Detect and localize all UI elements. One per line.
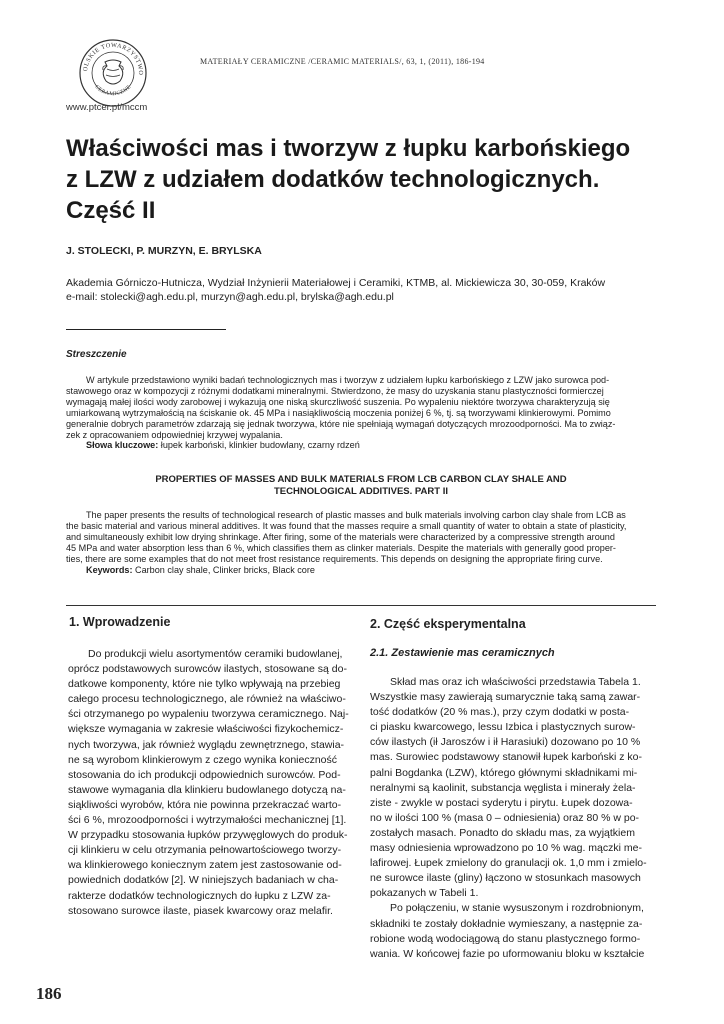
body-line: neralnymi są kaolinit, substancja węglista i minerały żela-	[370, 781, 636, 794]
body-line: siąkliwości wyrobów, która nie powinna przekraczać warto-	[68, 798, 342, 811]
body-line: całego procesu technologicznego, ale również na właściwo-	[68, 693, 346, 706]
body-line: wa klinkierowego koniecznym zatem jest zastosowanie od-	[68, 859, 342, 872]
abstract-line: ties, there are some examples that do not meet frost resistance requirements. This depends on designing the appropriate firing curve.	[66, 553, 603, 564]
body-line: ci piasku kwarcowego, lessu Izbica i plastycznych surow-	[370, 721, 636, 734]
body-line: cji klinkieru w celu otrzymania pełnowartościowego tworzy-	[68, 844, 342, 857]
authors: J. STOLECKI, P. MURZYN, E. BRYLSKA	[66, 245, 262, 257]
body-line: ne są wyrobom klinkierowym z czego wynika konieczność	[68, 753, 338, 766]
abstract-line: zek z opracowaniem odpowiedniej krzywej wypalania.	[66, 429, 283, 440]
english-title-line: TECHNOLOGICAL ADDITIVES. PART II	[274, 486, 448, 497]
body-line: ści 6 %, mrozoodporności i wytrzymałości mechanicznej [1].	[68, 814, 347, 827]
body-line: nych tworzywa, jak również wyglądu zewnętrznego, stawia-	[68, 738, 345, 751]
body-line: tość dodatków (20 % mas.), przy czym dodatki w posta-	[370, 706, 630, 719]
journal-url[interactable]: www.ptcer.pl/mccm	[66, 102, 148, 113]
experimental-body	[370, 675, 647, 962]
body-line: powiednich dodatków [2]. W niniejszych badaniach w cha-	[68, 874, 339, 887]
body-line: masy odniesienia wprowadzono po 10 % wag. mączki me-	[370, 842, 642, 855]
abstract-line: the basic material and various mineral additives. It was found that the masses require a small quantity of water to obtain a state of plasticity,	[66, 520, 627, 531]
affiliation	[66, 276, 666, 304]
body-line: Po połączeniu, w stanie wysuszonym i rozdrobnionym,	[390, 902, 644, 915]
body-line: ziste - zwykle w postaci syderytu i pirytu. Łupek dozowa-	[370, 796, 633, 809]
intro-body	[68, 647, 349, 919]
keywords-label: Keywords:	[86, 564, 133, 575]
keywords-label: Słowa kluczowe:	[86, 440, 159, 451]
divider	[66, 329, 226, 330]
body-line: stawowe wymagania dla klinkieru budowlanego dotyczą na-	[68, 783, 346, 796]
abstract-line: The paper presents the results of technological research of plastic masses and bulk materials involving carbon clay shale from LCB as	[86, 510, 626, 520]
body-line: Wszystkie masy zawierają sumarycznie taką samą zawar-	[370, 691, 641, 704]
body-line: datkowe komponenty, które nie tylko wpływają na przebieg	[68, 678, 341, 691]
body-line: ne surowce ilaste (gliny) łączono w stosunkach masowych	[370, 872, 641, 885]
abstract-line: generalnie dobrych parametrów zdarzają się jednak tworzywa, które nie spełniają wymagań dotyczących mrozoodporności. Ma to związ-	[66, 418, 616, 429]
body-line: pokazanych w Tabeli 1.	[370, 887, 479, 900]
body-line: stosowano surowce ilaste, piasek kwarcowy oraz melafir.	[68, 904, 333, 917]
abstract-pl	[66, 375, 656, 451]
body-line: no w ilości 100 % (masa 0 – odniesienia) oraz 80 % w po-	[370, 811, 640, 824]
abstract-en	[66, 510, 656, 575]
paper-title	[66, 133, 656, 226]
body-line: ców ilastych (ił Jaroszów i ił Harasiuki) dozowano po 10 %	[370, 736, 641, 749]
section-heading-intro: 1. Wprowadzenie	[69, 615, 171, 629]
title-line: Część II	[66, 197, 156, 224]
body-line: Skład mas oraz ich właściwości przedstawia Tabela 1.	[390, 676, 641, 688]
body-line: oprócz podstawowych surowców ilastych, stosowane są do-	[68, 663, 347, 676]
body-line: składniki te zostały dokładnie wymieszany, a następnie za-	[370, 917, 643, 930]
logo-text-top: OLSKIE TOWARZYSTWO	[81, 41, 145, 76]
body-line: ści otrzymanego po wypaleniu tworzywa ceramicznego. Naj-	[68, 708, 349, 721]
keywords-en	[66, 565, 656, 576]
body-line: lafirowej. Łupek zmielony do granulacji ok. 1,0 mm i zmielo-	[370, 857, 647, 870]
abstract-line: and simultaneously exhibit low drying shrinkage. After firing, some of the materials were characterized by a compressive strength around	[66, 531, 615, 542]
title-line: Właściwości mas i tworzyw z łupku karbońskiego	[66, 135, 631, 162]
subsection-heading: 2.1. Zestawienie mas ceramicznych	[370, 647, 555, 659]
abstract-line: W artykule przedstawiono wyniki badań technologicznych mas i tworzyw z udziałem łupku karbońskiego z LZW jako surowca pod-	[86, 375, 610, 385]
affiliation-line: Akademia Górniczo-Hutnicza, Wydział Inżynierii Materiałowej i Ceramiki, KTMB, al. Mickiewicza 30, 30-059, Kraków	[66, 277, 606, 289]
section-divider	[66, 605, 656, 606]
abstract-heading-pl: Streszczenie	[66, 349, 127, 360]
society-logo	[78, 38, 148, 108]
abstract-line: stawowego oraz w kompozycji z różnymi dodatkami mineralnymi. Stwierdzono, że masy do uzyskania stanu plastyczności formierczej	[66, 385, 604, 396]
abstract-line: wymagają małej ilości wody zarobowej i wykazują one niską skurczliwość suszenia. Po wypaleniu niektóre tworzywa charakteryzują się	[66, 396, 610, 407]
body-line: Do produkcji wielu asortymentów ceramiki budowlanej,	[88, 648, 343, 660]
abstract-line: umiarkowaną wytrzymałością na ściskanie ok. 45 MPa i nasiąkliwością moczenia poniżej 6 %, tj. są tworzywami klinkierowymi. Pomimo	[66, 407, 611, 418]
body-line: palni Bogdanka (LZW), którego głównymi składnikami mi-	[370, 766, 638, 779]
keywords-value: Carbon clay shale, Clinker bricks, Black core	[135, 564, 315, 575]
title-line: z LZW z udziałem dodatków technologicznych.	[66, 166, 600, 193]
body-line: robione wodą wodociągową do stanu plastycznego formo-	[370, 932, 641, 945]
keywords-pl	[66, 440, 656, 451]
body-line: zostałych masach. Ponadto do składu mas, za wyjątkiem	[370, 826, 635, 839]
body-line: stosowania do ich produkcji odpowiednich surowców. Pod-	[68, 768, 341, 781]
english-title	[66, 474, 656, 498]
body-line: mas. Surowiec podstawowy stanowił łupek karboński z ko-	[370, 751, 642, 764]
affiliation-line: e-mail: stolecki@agh.edu.pl, murzyn@agh.edu.pl, brylska@agh.edu.pl	[66, 291, 394, 303]
body-line: wania. W końcowej fazie po uformowaniu bloku w kształcie	[370, 947, 645, 960]
english-title-line: PROPERTIES OF MASSES AND BULK MATERIALS FROM LCB CARBON CLAY SHALE AND	[155, 474, 567, 485]
body-line: większe wymagania w zakresie właściwości fizykochemicz-	[68, 723, 344, 736]
section-heading-experimental: 2. Część eksperymentalna	[370, 617, 526, 631]
abstract-line: 45 MPa and water absorption less than 6 %, which classifies them as clinker materials. Despite the materials with generally good proper-	[66, 542, 616, 553]
body-line: rakterze dodatków technologicznych do łupku z LZW za-	[68, 889, 331, 902]
page-number: 186	[36, 984, 62, 1003]
logo-text-bottom: CERAMICZNE	[93, 84, 133, 98]
journal-citation: MATERIAŁY CERAMICZNE /CERAMIC MATERIALS/, 63, 1, (2011), 186-194	[200, 57, 485, 66]
svg-text:CERAMICZNE	[93, 84, 132, 97]
body-line: W przypadku stosowania łupków przywęglowych do produk-	[68, 829, 348, 842]
keywords-value: łupek karboński, klinkier budowlany, czarny rdzeń	[160, 440, 360, 451]
